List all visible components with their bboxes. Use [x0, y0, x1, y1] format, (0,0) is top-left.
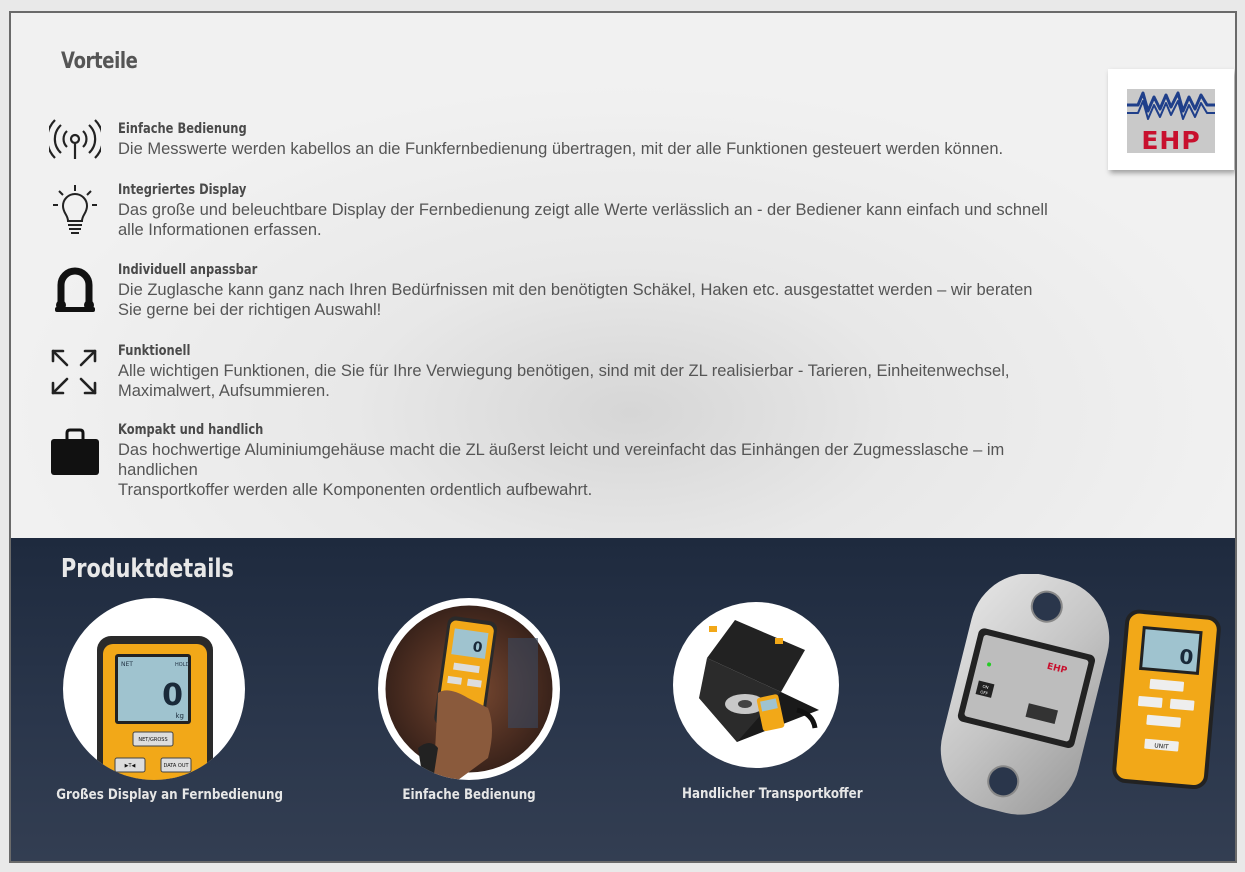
product-image-remote-display[interactable]	[63, 598, 245, 780]
product-remote-value: 0	[1178, 644, 1195, 670]
remote-tare-button: ▶T◀	[124, 763, 136, 769]
remote-net-gross-button: NET/GROSS	[138, 737, 168, 743]
caption-transportkoffer: Handlicher Transportkoffer	[682, 786, 863, 802]
product-image-transportkoffer[interactable]	[673, 602, 839, 768]
caption-grosses-display: Großes Display an Fernbedienung	[56, 787, 284, 803]
feature-kompakt-und-handlich	[118, 422, 1098, 500]
produktdetails-title: Produktdetails	[61, 554, 234, 584]
feature-description: Das große und beleuchtbare Display der Fernbedienung zeigt alle Werte verlässlich an - der Bediener kann einfach und schnell alle Informationen erfassen.	[118, 201, 1048, 239]
remote-unit: kg	[175, 712, 184, 720]
product-image-einfache-bedienung[interactable]	[378, 598, 560, 780]
caption-einfache-bedienung: Einfache Bedienung	[402, 787, 536, 803]
hand-holding-remote	[378, 598, 560, 780]
feature-individuell-anpassbar	[118, 262, 1098, 320]
lasche-off-label: OFF	[979, 689, 989, 696]
ehp-logo	[1108, 69, 1234, 170]
produktdetails-section	[11, 538, 1235, 861]
feature-title: Kompakt und handlich	[118, 422, 264, 438]
load-link-and-remote-product	[935, 574, 1225, 824]
vorteile-title: Vorteile	[61, 49, 138, 74]
briefcase-icon	[49, 427, 101, 477]
feature-description: Die Zuglasche kann ganz nach Ihren Bedürfnissen mit den benötigten Schäkel, Haken etc. ausgestattet werden – wir beraten Sie gerne bei der richtigen Auswahl!	[118, 281, 1033, 319]
feature-description: Das hochwertige Aluminiumgehäuse macht die ZL äußerst leicht und vereinfacht das Einhängen der Zugmesslasche – im handlichen Transportkoffer werden alle Komponenten ordentlich aufbewahrt.	[118, 441, 1005, 499]
feature-einfache-bedienung	[118, 121, 1098, 159]
feature-funktionell	[118, 343, 1098, 401]
feature-integriertes-display	[118, 182, 1098, 240]
feature-title: Funktionell	[118, 343, 191, 359]
radio-signal-icon	[49, 117, 101, 161]
product-remote-unit-button: UNIT	[1153, 742, 1169, 751]
lasche-on-off-label: ON	[981, 683, 990, 690]
feature-title: Einfache Bedienung	[118, 121, 247, 137]
hand-remote-value: 0	[471, 639, 484, 657]
ehp-logo-graphic	[1108, 69, 1234, 170]
ehp-logo-text: EHP	[1141, 126, 1201, 155]
remote-hold-label: HOLD	[175, 662, 190, 668]
feature-title: Individuell anpassbar	[118, 262, 258, 278]
feature-title: Integriertes Display	[118, 182, 247, 198]
remote-display-closeup	[63, 598, 245, 780]
remote-net-label: NET	[121, 661, 133, 668]
expand-arrows-icon	[49, 347, 99, 397]
transport-case	[673, 602, 839, 768]
shackle-icon	[49, 263, 101, 315]
light-bulb-icon	[49, 183, 101, 237]
remote-data-out-button: DATA OUT	[163, 763, 189, 769]
lasche-brand-label: EHP	[1045, 661, 1068, 677]
page-frame	[9, 11, 1237, 863]
feature-description: Die Messwerte werden kabellos an die Funkfernbedienung übertragen, mit der alle Funktionen gesteuert werden können.	[118, 140, 1004, 158]
remote-value: 0	[162, 678, 183, 713]
feature-description: Alle wichtigen Funktionen, die Sie für Ihre Verwiegung benötigen, sind mit der ZL realisierbar - Tarieren, Einheitenwechsel, Maximalwert, Aufsummieren.	[118, 362, 1010, 400]
